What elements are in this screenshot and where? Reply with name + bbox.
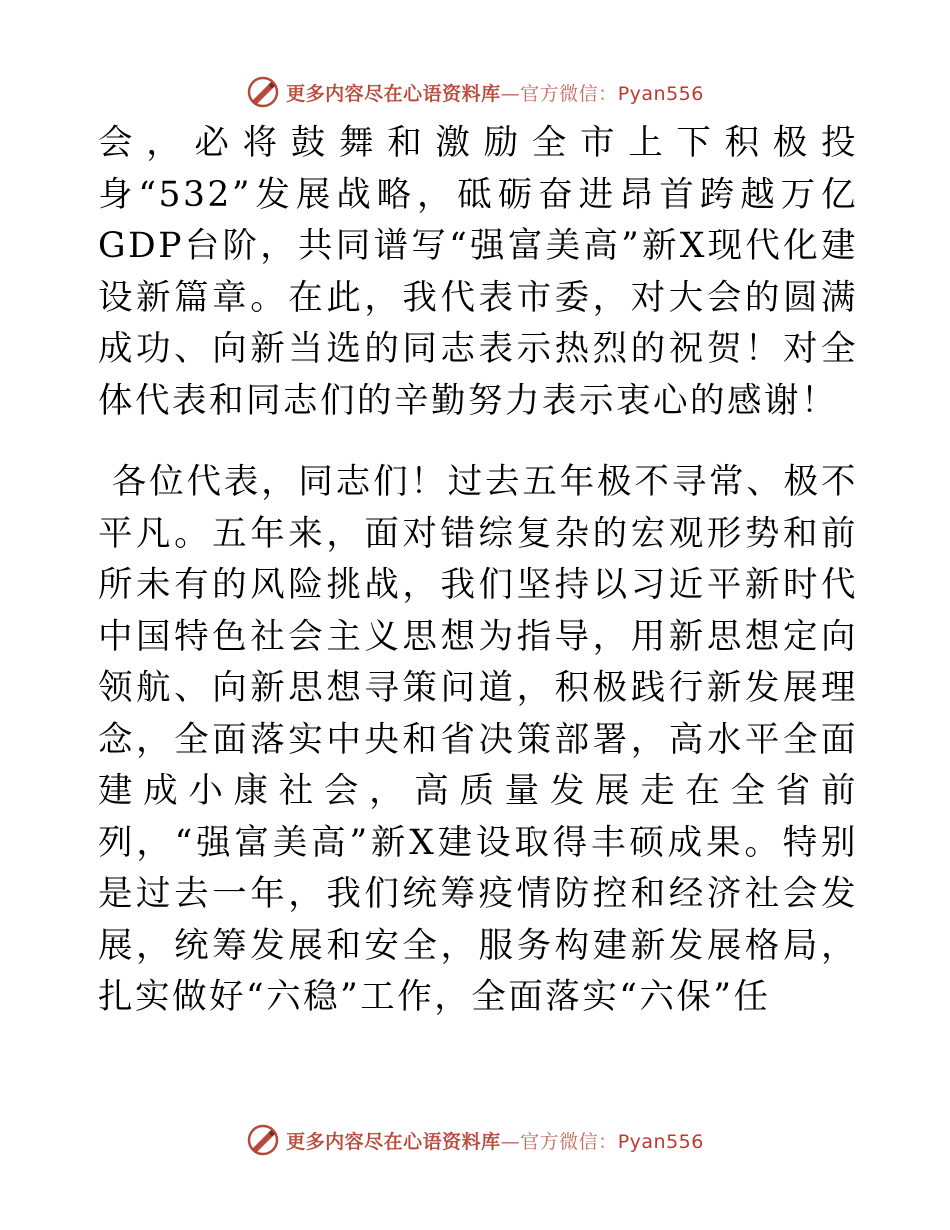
watermark-text: [286, 79, 704, 106]
watermark-separator: —: [500, 82, 521, 105]
paragraph: 各位代表，同志们！过去五年极不寻常、极不平凡。五年来，面对错综复杂的宏观形势和前所未有的风险挑战，我们坚持以习近平新时代中国特色社会主义思想为指导，用新思想定向领航、向新思想寻策问道，积极践行新发展理念，全面落实中央和省决策部署，高水平全面建成小康社会，高质量发展走在全省前列，“强富美高”新X建设取得丰硕成果。特别是过去一年，我们统筹疫情防控和经济社会发展，统筹发展和安全，服务构建新发展格局，扎实做好“六稳”工作，全面落实“六保”任: [98, 462, 858, 1017]
watermark-official-label: 官方微信：: [520, 82, 618, 105]
header-watermark: [0, 72, 950, 112]
watermark-wechat-id: Pyan556: [617, 82, 704, 105]
pen-logo-icon: [246, 1123, 280, 1157]
watermark-official-label: 官方微信：: [520, 1130, 618, 1153]
watermark-brand: 更多内容尽在心语资料库: [286, 82, 501, 105]
footer-watermark: [0, 1120, 950, 1160]
watermark-separator: —: [500, 1130, 521, 1153]
document-body: [98, 118, 858, 1024]
watermark-text: [286, 1127, 704, 1154]
watermark-wechat-id: Pyan556: [617, 1130, 704, 1153]
paragraph: 会，必将鼓舞和激励全市上下积极投身“532”发展战略，砥砺奋进昂首跨越万亿GDP台阶，共同谱写“强富美高”新X现代化建设新篇章。在此，我代表市委，对大会的圆满成功、向新当选的同志表示热烈的祝贺！对全体代表和同志们的辛勤努力表示衷心的感谢！: [98, 123, 858, 421]
watermark-brand: 更多内容尽在心语资料库: [286, 1130, 501, 1153]
pen-logo-icon: [246, 75, 280, 109]
